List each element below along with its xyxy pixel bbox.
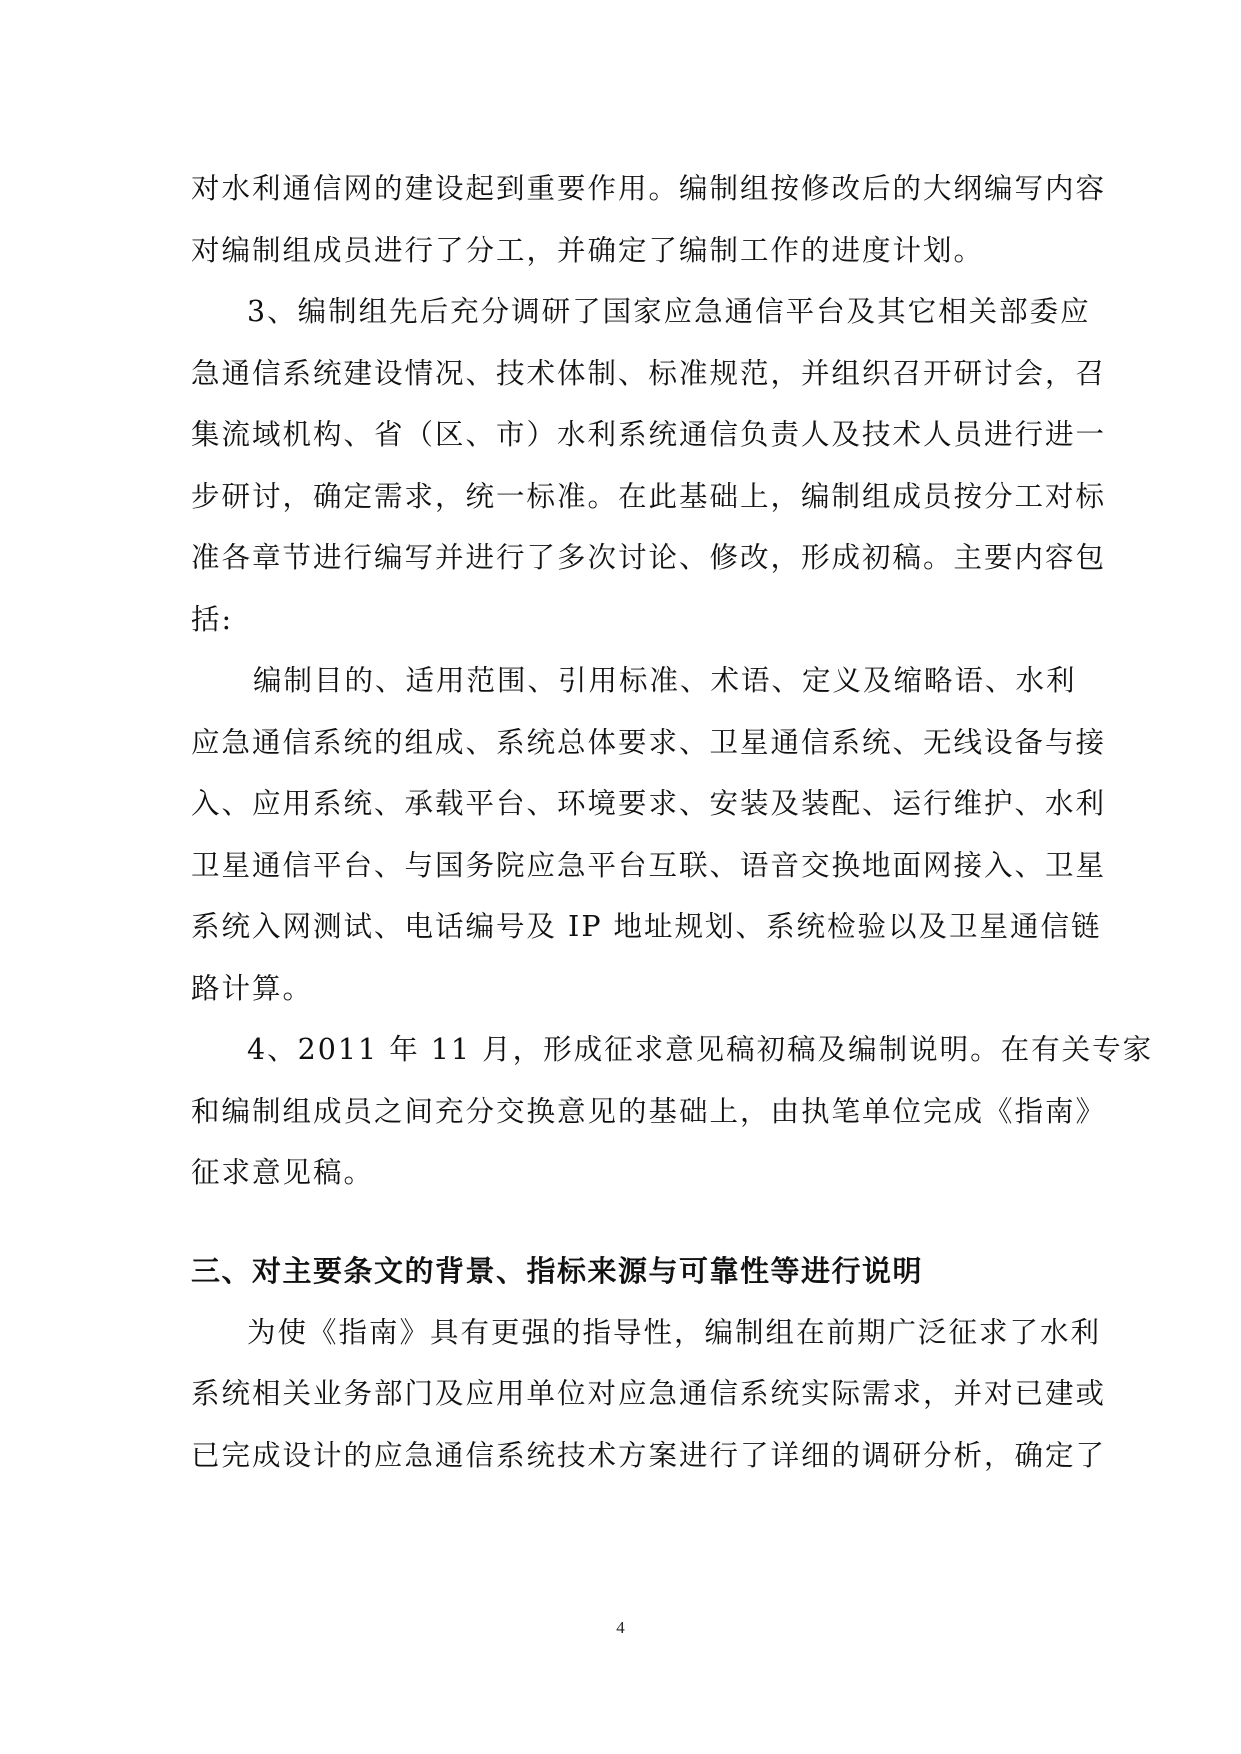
text-line: 已完成设计的应急通信系统技术方案进行了详细的调研分析，确定了 <box>191 1438 1107 1472</box>
text-line: 对编制组成员进行了分工，并确定了编制工作的进度计划。 <box>191 233 985 267</box>
text-line: 急通信系统建设情况、技术体制、标准规范，并组织召开研讨会，召 <box>191 356 1107 390</box>
document-body <box>191 158 1154 1486</box>
text-line: 3、编制组先后充分调研了国家应急通信平台及其它相关部委应 <box>247 295 1091 328</box>
text-line: 编制目的、适用范围、引用标准、术语、定义及缩略语、水利 <box>253 664 1077 697</box>
text-line: 路计算。 <box>191 971 314 1005</box>
text-line: 卫星通信平台、与国务院应急平台互联、语音交换地面网接入、卫星 <box>191 848 1107 882</box>
paragraphs-after-heading <box>191 1302 1107 1487</box>
text-line: 和编制组成员之间充分交换意见的基础上，由执笔单位完成《指南》 <box>191 1094 1107 1128</box>
text-line: 准各章节进行编写并进行了多次讨论、修改，形成初稿。主要内容包 <box>191 541 1107 574</box>
text-line: 应急通信系统的组成、系统总体要求、卫星通信系统、无线设备与接 <box>191 725 1107 759</box>
section-gap <box>191 1204 1051 1240</box>
text-line: 对水利通信网的建设起到重要作用。编制组按修改后的大纲编写内容 <box>191 172 1107 205</box>
text-line: 为使《指南》具有更强的指导性，编制组在前期广泛征求了水利 <box>247 1315 1102 1349</box>
page-number: 4 <box>616 1618 625 1637</box>
paragraphs-before-heading <box>191 158 1154 1204</box>
text-line: 集流域机构、省（区、市）水利系统通信负责人及技术人员进行进一 <box>191 418 1107 451</box>
section-heading: 三、对主要条文的背景、指标来源与可靠性等进行说明 <box>191 1253 924 1288</box>
text-line: 系统入网测试、电话编号及 IP 地址规划、系统检验以及卫星通信链 <box>191 910 1102 943</box>
text-line: 入、应用系统、承载平台、环境要求、安装及装配、运行维护、水利 <box>191 787 1107 820</box>
text-line: 4、2011 年 11 月，形成征求意见稿初稿及编制说明。在有关专家 <box>247 1033 1154 1066</box>
text-line: 括: <box>191 602 234 636</box>
text-line: 系统相关业务部门及应用单位对应急通信系统实际需求，并对已建或 <box>191 1377 1107 1410</box>
text-line: 步研讨，确定需求，统一标准。在此基础上，编制组成员按分工对标 <box>191 479 1107 513</box>
text-line: 征求意见稿。 <box>191 1156 375 1189</box>
